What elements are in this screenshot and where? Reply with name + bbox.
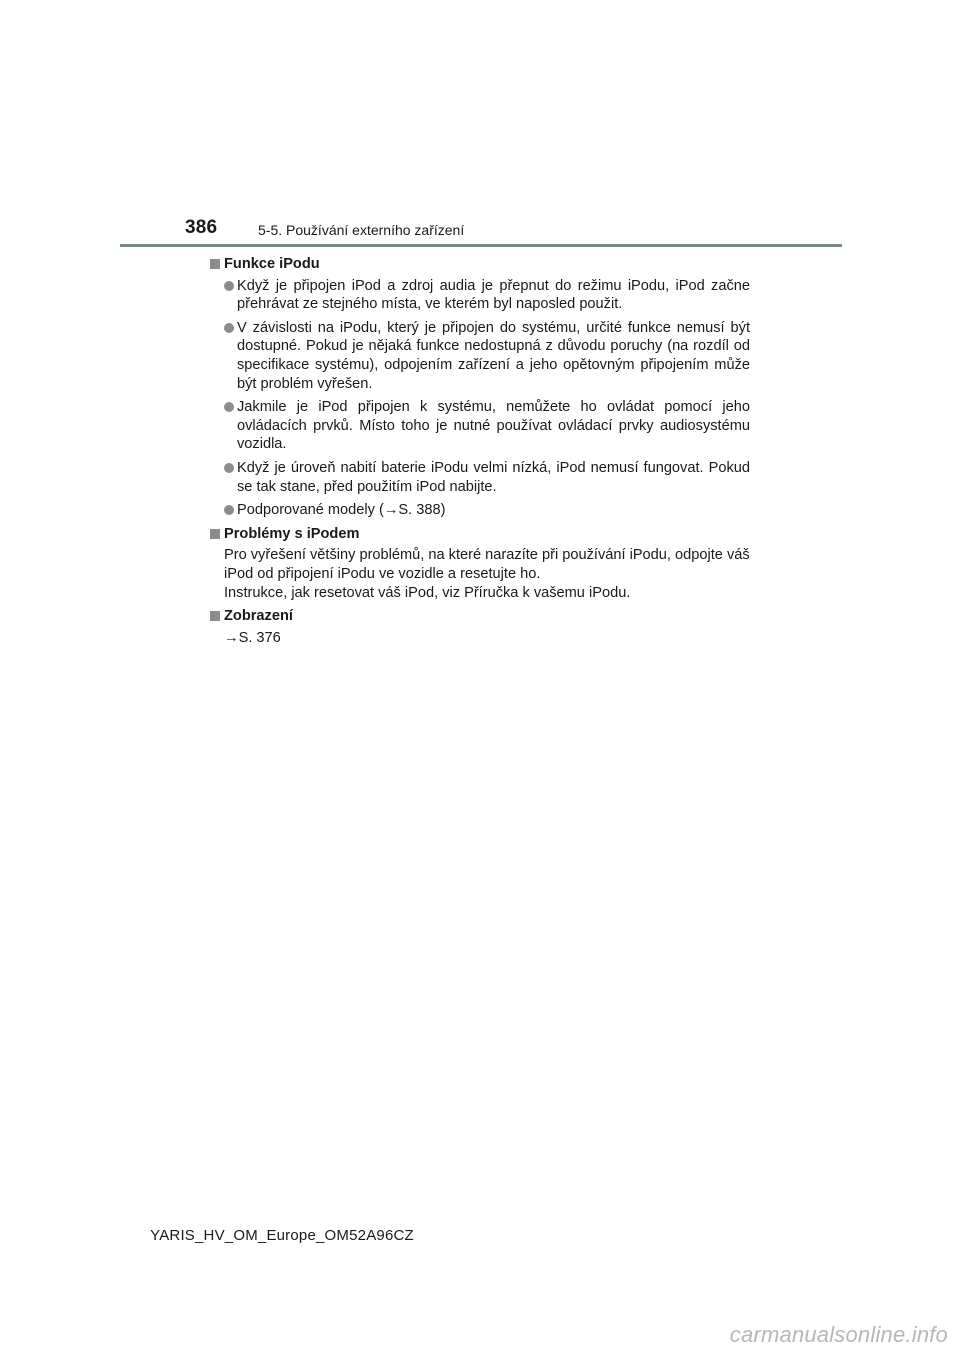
list-item-text: Podporované modely (→S. 388) xyxy=(237,502,446,519)
list-item xyxy=(210,459,750,496)
list-item xyxy=(210,501,750,520)
topic-heading-text: Zobrazení xyxy=(224,608,293,625)
page-header xyxy=(0,0,960,250)
list-item xyxy=(210,277,750,314)
square-bullet-icon xyxy=(210,529,220,539)
watermark: carmanualsonline.info xyxy=(729,1322,948,1347)
circle-bullet-icon xyxy=(224,505,234,515)
topic-heading-text: Funkce iPodu xyxy=(224,256,320,272)
page-content xyxy=(210,255,750,652)
page-number: 386 xyxy=(185,217,218,238)
circle-bullet-icon xyxy=(224,463,234,473)
document-code: YARIS_HV_OM_Europe_OM52A96CZ xyxy=(150,1227,414,1244)
topic-heading-text: Problémy s iPodem xyxy=(224,525,360,542)
circle-bullet-icon xyxy=(224,281,234,291)
page-reference[interactable] xyxy=(210,629,750,648)
bullet-list xyxy=(210,277,750,520)
page-reference-text[interactable]: →S. 376 xyxy=(224,629,281,646)
square-bullet-icon xyxy=(210,611,220,621)
topic-heading xyxy=(210,607,750,626)
page-footer xyxy=(0,1227,960,1244)
list-item-text: V závislosti na iPodu, který je připojen do systému, určité funkce nemusí být dostupné. Pokud je nějaká funkce nedostupná z důvodu poruchy (na rozdíl od specifikace systému), odpojením zařízení a jeho opětovným připojením může být problém vyřešen. xyxy=(237,319,750,392)
list-item-text: Když je úroveň nabití baterie iPodu velmi nízká, iPod nemusí fungovat. Pokud se tak stane, před použitím iPod nabijte. xyxy=(237,459,750,495)
paragraph-line: Pro vyřešení většiny problémů, na které narazíte při používání iPodu, odpojte váš iPod od připojení iPodu ve vozidle a resetujte ho. xyxy=(224,547,750,582)
list-item xyxy=(210,319,750,393)
topic-heading xyxy=(210,255,750,274)
section-title: 5-5. Používání externího zařízení xyxy=(258,222,465,238)
topic-ipod-problems xyxy=(210,525,750,602)
circle-bullet-icon xyxy=(224,323,234,333)
topic-ipod-functions xyxy=(210,255,750,520)
list-item xyxy=(210,398,750,454)
circle-bullet-icon xyxy=(224,402,234,412)
header-divider xyxy=(120,244,842,247)
paragraph-line: Instrukce, jak resetovat váš iPod, viz Příručka k vašemu iPodu. xyxy=(224,584,631,601)
paragraph xyxy=(210,546,750,602)
topic-display xyxy=(210,607,750,647)
list-item-text: Když je připojen iPod a zdroj audia je přepnut do režimu iPodu, iPod začne přehrávat ze stejného místa, ve kterém byl naposled použit. xyxy=(237,277,750,313)
list-item-text: Jakmile je iPod připojen k systému, nemůžete ho ovládat pomocí jeho ovládacích prvků. Místo toho je nutné používat ovládací prvky audiosystému vozidla. xyxy=(237,399,750,453)
square-bullet-icon xyxy=(210,259,220,269)
topic-heading xyxy=(210,525,750,544)
